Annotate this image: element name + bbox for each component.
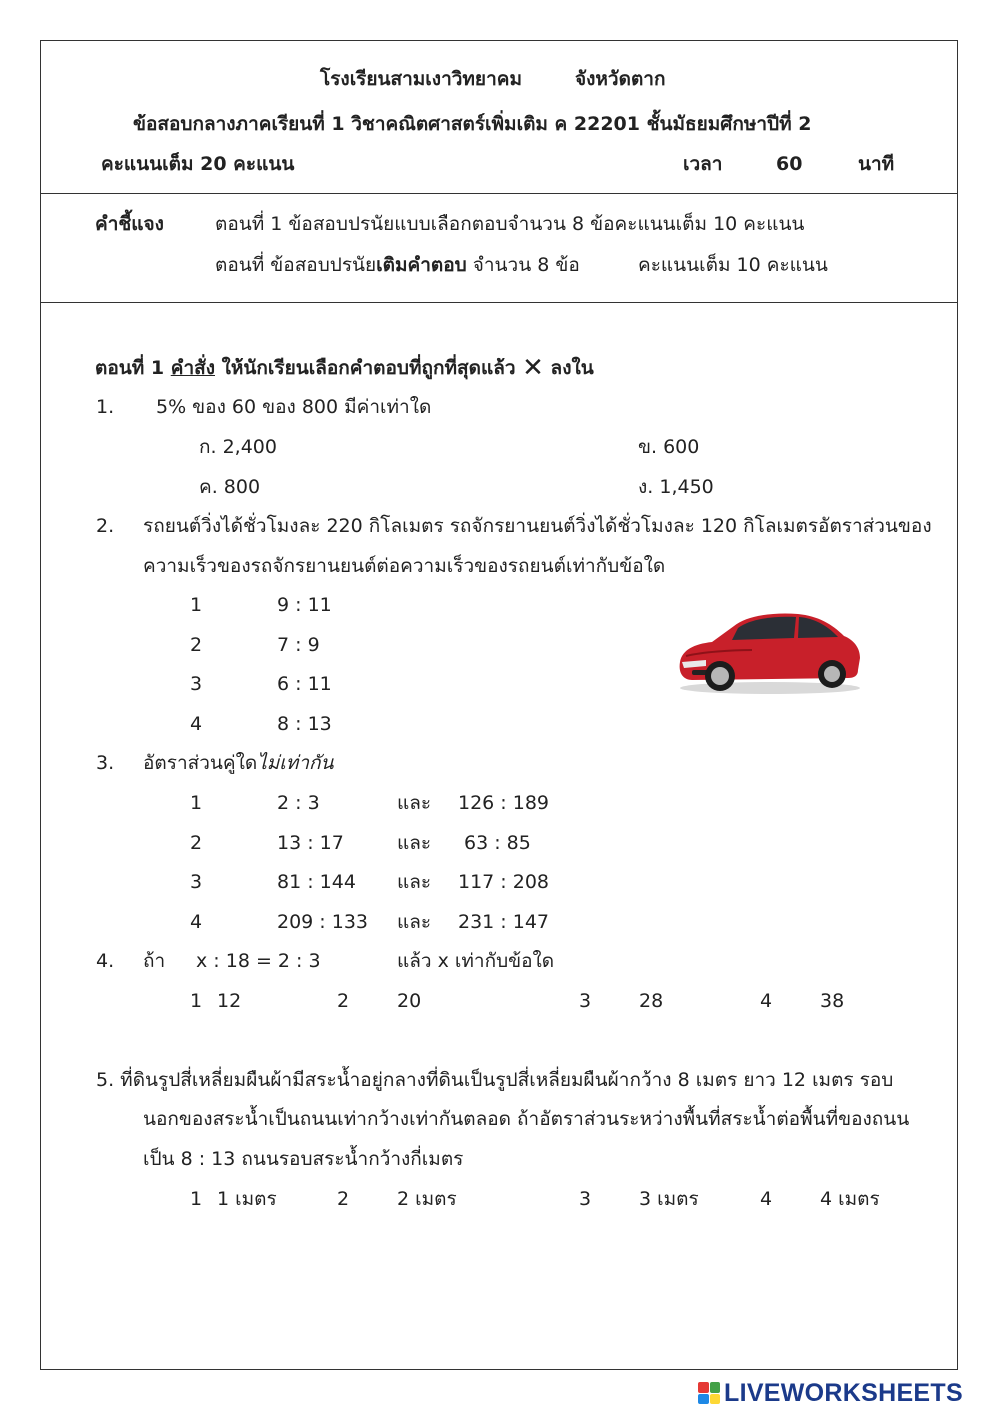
q1-number: 1.	[96, 396, 115, 418]
q3-choice-2-num[interactable]: 2	[190, 832, 203, 854]
instructions-line-1: ตอนที่ 1 ข้อสอบปรนัยแบบเลือกตอบจำนวน 8 ข้อคะแนนเต็ม 10 คะแนน	[215, 213, 805, 235]
q5-choice-4-num[interactable]: 4	[760, 1188, 773, 1210]
q3-choice-1-and: และ	[397, 792, 432, 814]
q2-choice-1-num[interactable]: 1	[190, 594, 203, 616]
q3-text: อัตราส่วนคู่ใดไม่เท่ากัน	[143, 752, 334, 774]
q4-if: ถ้า	[143, 950, 166, 972]
q2-number: 2.	[96, 515, 115, 537]
q5-choice-3[interactable]: 3 เมตร	[639, 1188, 699, 1210]
q2-choice-4-num[interactable]: 4	[190, 713, 203, 735]
q2-choice-2-num[interactable]: 2	[190, 634, 203, 656]
q1-choice-a[interactable]: ก. 2,400	[199, 436, 277, 458]
q4-equation: x : 18 = 2 : 3	[196, 950, 321, 972]
logo-tile	[698, 1394, 709, 1405]
q3-choice-3-num[interactable]: 3	[190, 871, 203, 893]
q4-choice-2[interactable]: 20	[397, 990, 422, 1012]
divider	[40, 193, 958, 194]
q5-choice-2[interactable]: 2 เมตร	[397, 1188, 457, 1210]
part1-heading: ตอนที่ 1 คำสั่ง ให้นักเรียนเลือกคำตอบที่ถูกที่สุดแล้ว ✕ ลงใน	[95, 353, 594, 383]
q3-choice-4-num[interactable]: 4	[190, 911, 203, 933]
province: จังหวัดตาก	[575, 68, 666, 90]
q3-choice-2-b[interactable]: 63 : 85	[464, 832, 531, 854]
liveworksheets-wordmark: LIVEWORKSHEETS	[724, 1378, 963, 1407]
logo-tile	[698, 1382, 709, 1393]
x-mark-icon: ✕	[522, 353, 544, 383]
q1-choice-b[interactable]: ข. 600	[638, 436, 700, 458]
q5-line-1: 5. ที่ดินรูปสี่เหลี่ยมผืนผ้ามีสระน้ำอยู่กลางที่ดินเป็นรูปสี่เหลี่ยมผืนผ้ากว้าง 8 เมตร ยาว 12 เมตร รอบ	[96, 1069, 894, 1091]
q1-choice-c[interactable]: ค. 800	[199, 476, 261, 498]
q3-choice-1-b[interactable]: 126 : 189	[458, 792, 550, 814]
q1-choice-d[interactable]: ง. 1,450	[638, 476, 714, 498]
q5-line-3: เป็น 8 : 13 ถนนรอบสระน้ำกว้างกี่เมตร	[143, 1148, 464, 1170]
q4-choice-2-num[interactable]: 2	[337, 990, 350, 1012]
q4-choice-1-num[interactable]: 1	[190, 990, 203, 1012]
q3-choice-3-a[interactable]: 81 : 144	[277, 871, 356, 893]
q4-choice-3[interactable]: 28	[639, 990, 664, 1012]
q3-choice-1-num[interactable]: 1	[190, 792, 203, 814]
q5-line-2: นอกของสระน้ำเป็นถนนเท่ากว้างเท่ากันตลอด ถ้าอัตราส่วนระหว่างพื้นที่สระน้ำต่อพื้นที่ของถนน	[143, 1108, 910, 1130]
instructions-label: คำชี้แจง	[95, 213, 164, 235]
full-score: คะแนนเต็ม 20 คะแนน	[101, 153, 295, 175]
q4-choice-4[interactable]: 38	[820, 990, 845, 1012]
red-car-image	[672, 604, 864, 696]
q3-choice-3-b[interactable]: 117 : 208	[458, 871, 550, 893]
logo-tile	[710, 1394, 721, 1405]
q2-choice-4[interactable]: 8 : 13	[277, 713, 332, 735]
time-label: เวลา	[683, 153, 723, 175]
q1-text: 5% ของ 60 ของ 800 มีค่าเท่าใด	[156, 396, 432, 418]
instructions-line-2-score: คะแนนเต็ม 10 คะแนน	[638, 254, 828, 276]
q2-line-2: ความเร็วของรถจักรยานยนต์ต่อความเร็วของรถยนต์เท่ากับข้อใด	[143, 555, 666, 577]
q3-choice-3-and: และ	[397, 871, 432, 893]
divider	[40, 302, 958, 303]
q4-choice-1[interactable]: 12	[217, 990, 242, 1012]
q5-choice-3-num[interactable]: 3	[579, 1188, 592, 1210]
q3-choice-4-b[interactable]: 231 : 147	[458, 911, 550, 933]
q3-number: 3.	[96, 752, 115, 774]
q5-choice-1[interactable]: 1 เมตร	[217, 1188, 277, 1210]
q3-choice-4-a[interactable]: 209 : 133	[277, 911, 369, 933]
q4-choice-3-num[interactable]: 3	[579, 990, 592, 1012]
time-value: 60	[776, 153, 803, 175]
logo-tile	[710, 1382, 721, 1393]
liveworksheets-logo[interactable]	[698, 1377, 963, 1409]
q2-choice-1[interactable]: 9 : 11	[277, 594, 332, 616]
q3-choice-2-a[interactable]: 13 : 17	[277, 832, 344, 854]
q5-choice-1-num[interactable]: 1	[190, 1188, 203, 1210]
q2-choice-3[interactable]: 6 : 11	[277, 673, 332, 695]
liveworksheets-icon	[698, 1382, 720, 1404]
time-unit: นาที	[858, 153, 895, 175]
instructions-line-2: ตอนที่ ข้อสอบปรนัยเติมคำตอบ จำนวน 8 ข้อ	[215, 254, 580, 276]
q4-choice-4-num[interactable]: 4	[760, 990, 773, 1012]
q5-choice-2-num[interactable]: 2	[337, 1188, 350, 1210]
q3-choice-4-and: และ	[397, 911, 432, 933]
q2-line-1: รถยนต์วิ่งได้ชั่วโมงละ 220 กิโลเมตร รถจักรยานยนต์วิ่งได้ชั่วโมงละ 120 กิโลเมตรอัตราส่วนของ	[143, 515, 932, 537]
q4-number: 4.	[96, 950, 115, 972]
school-name: โรงเรียนสามเงาวิทยาคม	[320, 68, 522, 90]
exam-title: ข้อสอบกลางภาคเรียนที่ 1 วิชาคณิตศาสตร์เพิ่มเติม ค 22201 ชั้นมัธยมศึกษาปีที่ 2	[133, 113, 812, 135]
q2-choice-3-num[interactable]: 3	[190, 673, 203, 695]
q3-choice-2-and: และ	[397, 832, 432, 854]
q4-question: แล้ว x เท่ากับข้อใด	[397, 950, 555, 972]
q3-choice-1-a[interactable]: 2 : 3	[277, 792, 320, 814]
q5-choice-4[interactable]: 4 เมตร	[820, 1188, 880, 1210]
q2-choice-2[interactable]: 7 : 9	[277, 634, 320, 656]
